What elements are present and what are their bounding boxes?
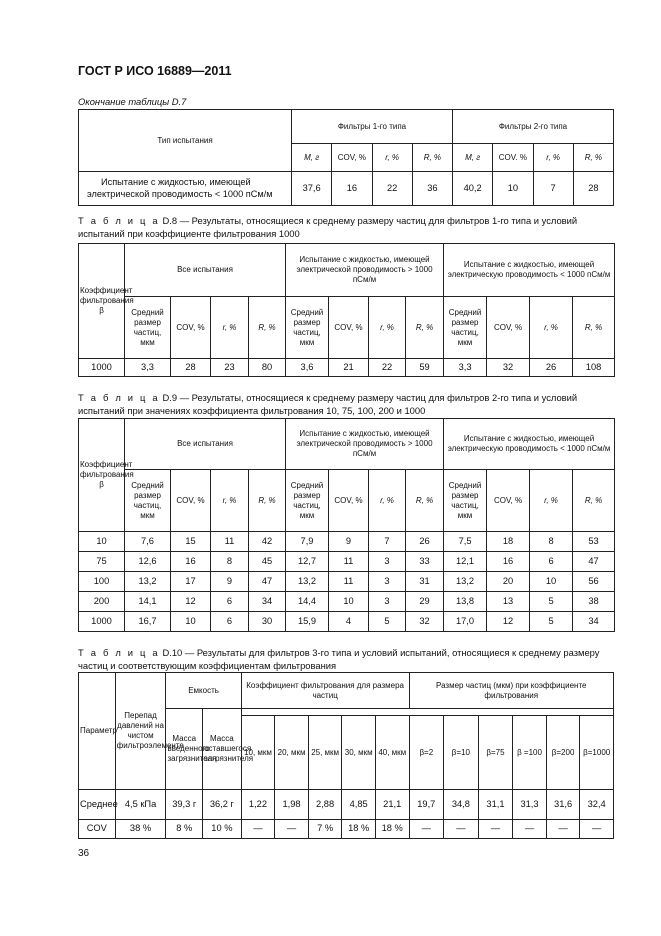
header-cell: Коэффициент фильтрования для размера частиц (241, 673, 409, 709)
col-header: COV, % (171, 297, 211, 359)
header-cell: Размер частиц (мкм) при коэффициенте фильтрования (409, 673, 613, 709)
row-label: Испытание с жидкостью, имеющей электрической проводимость < 1000 пСм/м (79, 172, 292, 206)
table-row: Среднее 4,5 кПа 39,3 г 36,2 г 1,22 1,98 2,88 4,85 21,1 19,7 34,8 31,1 31,3 31,6 32,4 (79, 790, 614, 820)
table-caption: Окончание таблицы D.7 (78, 96, 187, 107)
col-header: Средний размер частиц, мкм (125, 470, 171, 532)
col-header: R, % (249, 470, 286, 532)
col-header: 30, мкм (342, 716, 376, 790)
col-header: COV, % (329, 470, 369, 532)
cell: 28 (573, 172, 613, 206)
col-header: r, % (533, 144, 573, 172)
table-row: 100 13,2 17 9 47 13,2 11 3 31 13,2 20 10 56 (79, 572, 615, 592)
table-row: 200 14,1 12 6 34 14,4 10 3 29 13,8 13 5 38 (79, 592, 615, 612)
header-cell: Масса оставшегося загрязнителя (203, 709, 242, 790)
col-header: 10, мкм (241, 716, 275, 790)
header-cell: Испытание с жидкостью, имеющей электрическую проводимость < 1000 пСм/м (444, 244, 615, 297)
col-header: β =100 (513, 716, 547, 790)
table-d8 (78, 243, 615, 377)
header-cell: Перепад давлений на чистом фильтроэлементе (115, 673, 166, 790)
cell: 22 (372, 172, 412, 206)
table-row: 75 12,6 16 8 45 12,7 11 3 33 12,1 16 6 47 (79, 552, 615, 572)
page-title: ГОСТ Р ИСО 16889—2011 (78, 64, 232, 78)
table-row: 1000 16,7 10 6 30 15,9 4 5 32 17,0 12 5 34 (79, 612, 615, 632)
col-header: COV, % (332, 144, 372, 172)
header-cell: Все испытания (125, 419, 286, 470)
col-header: r, % (369, 297, 406, 359)
col-header: Средний размер частиц, мкм (125, 297, 171, 359)
col-header: COV. % (493, 144, 533, 172)
header-cell: Все испытания (125, 244, 286, 297)
col-header: r, % (530, 297, 573, 359)
col-header: M, г (292, 144, 332, 172)
col-header: COV, % (487, 470, 530, 532)
col-header: Средний размер частиц, мкм (444, 297, 487, 359)
table-d7 (78, 109, 614, 206)
col-header: Средний размер частиц, мкм (286, 297, 329, 359)
table-caption: Т а б л и ц а D.9 — Результаты, относящиеся к среднему размеру частиц для фильтров 2-го типа и условий испытаний при значениях коэффициента фильтрования 10, 75, 100, 200 и 1000 (78, 392, 578, 416)
header-cell: Параметр (79, 673, 116, 790)
page-number: 36 (78, 848, 90, 859)
col-header: Средний размер частиц, мкм (444, 470, 487, 532)
col-header: r, % (369, 470, 406, 532)
col-header: R, % (249, 297, 286, 359)
col-header: β=10 (444, 716, 479, 790)
cell: 7 (533, 172, 573, 206)
header-cell: Испытание с жидкостью, имеющей электрической проводимость > 1000 пСм/м (286, 244, 444, 297)
col-header: 25, мкм (308, 716, 342, 790)
col-header: r, % (211, 297, 249, 359)
col-header: r, % (372, 144, 412, 172)
table-d9 (78, 418, 615, 632)
col-header: r, % (530, 470, 573, 532)
col-header: R, % (573, 470, 615, 532)
header-cell: Испытание с жидкостью, имеющей электрической проводимость > 1000 пСм/м (286, 419, 444, 470)
table-row: COV 38 % 8 % 10 % — — 7 % 18 % 18 % — — — — — — (79, 820, 614, 839)
col-header: COV, % (171, 470, 211, 532)
header-cell: Тип испытания (79, 110, 292, 172)
table-d10 (78, 672, 614, 839)
col-header: R, % (406, 297, 444, 359)
header-cell: Емкость (166, 673, 241, 709)
cell: 37,6 (292, 172, 332, 206)
spacer-cell (241, 709, 613, 716)
col-header: 40, мкм (375, 716, 409, 790)
col-header: M, г (453, 144, 493, 172)
col-header: R, % (573, 144, 613, 172)
col-header: β=2 (409, 716, 444, 790)
cell: 36 (412, 172, 452, 206)
col-header: Средний размер частиц, мкм (286, 470, 329, 532)
header-cell: Фильтры 2-го типа (453, 110, 614, 144)
header-cell: Коэффициент фильтрования β (79, 419, 125, 532)
table-caption: Т а б л и ц а D.8 — Результаты, относящиеся к среднему размеру частиц для фильтров 1-го типа и условий испытаний при коэффициенте фильтрования 1000 (78, 215, 578, 239)
col-header: β=200 (546, 716, 580, 790)
col-header: R, % (412, 144, 452, 172)
col-header: COV, % (329, 297, 369, 359)
header-cell: Испытание с жидкостью, имеющей электрическую проводимость < 1000 пСм/м (444, 419, 615, 470)
col-header: R, % (573, 297, 615, 359)
table-row: 10 7,6 15 11 42 7,9 9 7 26 7,5 18 8 53 (79, 532, 615, 552)
col-header: β=1000 (580, 716, 614, 790)
col-header: r, % (211, 470, 249, 532)
header-cell: Фильтры 1-го типа (292, 110, 453, 144)
header-cell: Коэффициент фильтрования β (79, 244, 125, 359)
cell: 10 (493, 172, 533, 206)
table-row: 1000 3,3 28 23 80 3,6 21 22 59 3,3 32 26 108 (79, 359, 615, 377)
col-header: R, % (406, 470, 444, 532)
table-caption: Т а б л и ц а D.10 — Результаты для фильтров 3-го типа и условий испытаний, относящиеся к среднему размеру частиц и соответствующим коэффициентам фильтрования (78, 647, 600, 671)
col-header: β=75 (478, 716, 513, 790)
cell: 40,2 (453, 172, 493, 206)
header-cell: Масса введенного загрязнителя (166, 709, 203, 790)
col-header: COV, % (487, 297, 530, 359)
cell: 16 (332, 172, 372, 206)
col-header: 20, мкм (275, 716, 309, 790)
